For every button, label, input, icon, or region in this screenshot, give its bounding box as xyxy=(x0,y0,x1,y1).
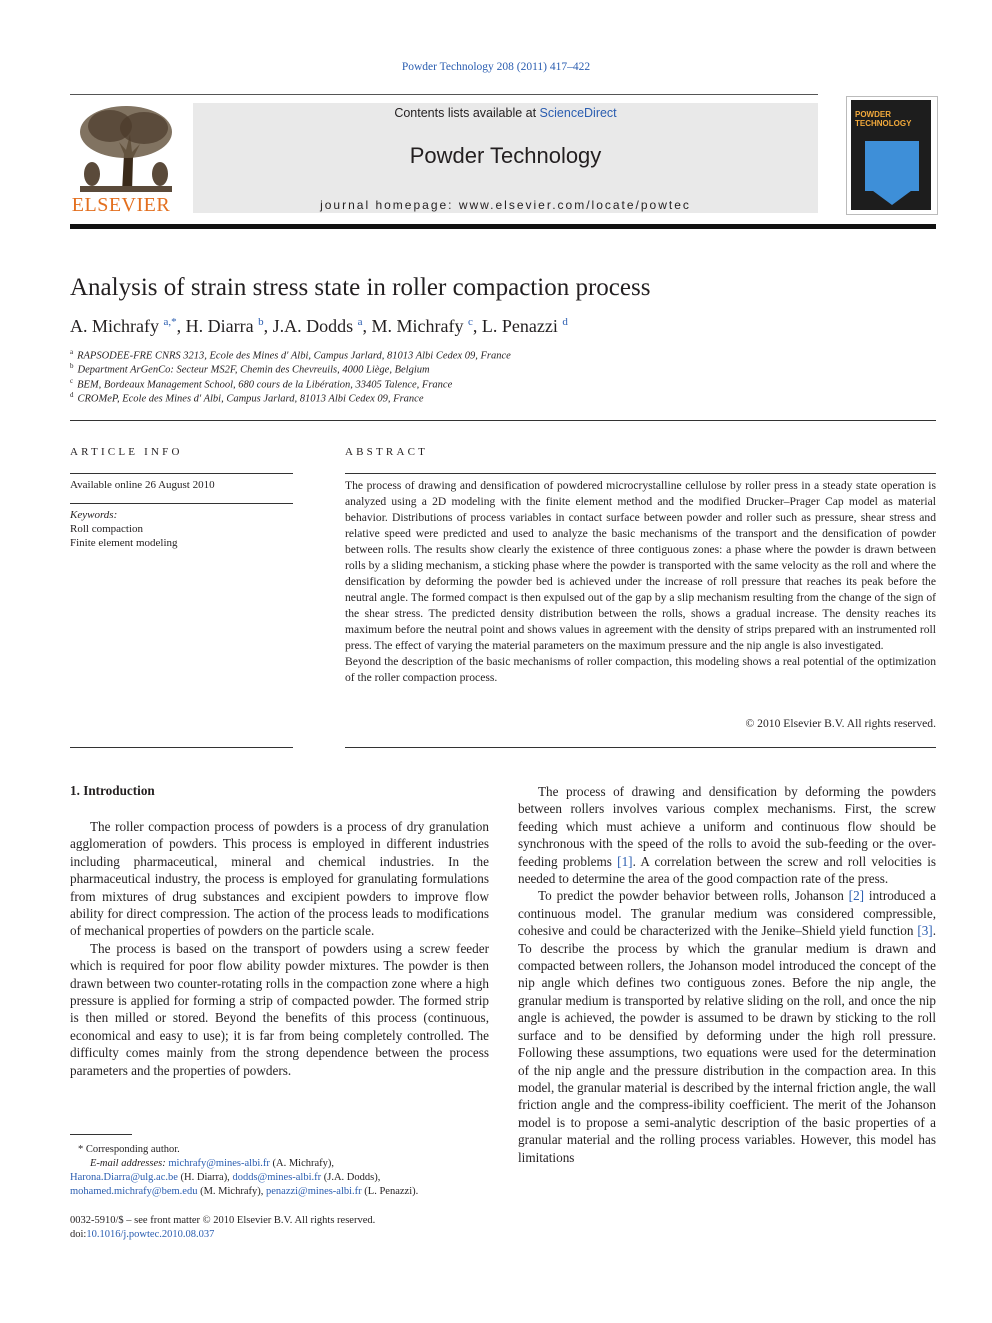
email-line xyxy=(90,1157,334,1171)
header-thick-rule xyxy=(70,224,936,229)
cover-art xyxy=(865,141,919,191)
body-text: The process of drawing and densification by deforming the powders between rollers involves various complex mechanisms. First, the screw feeding which must achieve a uniform and continuous flow should be synchronous with the speed of the rolls to avoid the sub-feeding or the over-feeding problems xyxy=(518,784,936,869)
affiliation-text: CROMeP, Ecole des Mines d' Albi, Campus Jarlard, 81013 Albi Cedex 09, France xyxy=(77,393,424,405)
author-affiliation-mark[interactable]: a,* xyxy=(163,316,177,328)
abstract-paragraph: Beyond the description of the basic mechanisms of roller compaction, this modeling shows a real potential of the optimization of the roller compaction process. xyxy=(345,655,936,684)
cover-title: POWDER TECHNOLOGY xyxy=(855,110,912,128)
article-info-heading: ARTICLE INFO xyxy=(70,446,183,458)
reference-link[interactable]: [1] xyxy=(617,853,633,869)
body-paragraph: The roller compaction process of powders is a process of dry granulation agglomeration of powders. This process is employed in different industries including pharmaceutical, mineral and chemical industries. In the pharmaceutical industry, the process is employed for granulating formulations from mixtures of drug substances and excipient powders to improve flow ability for direct compression. The action of the process leads to modifications of mechanical properties of powders on the particle scale. xyxy=(70,819,489,939)
body-paragraph: The process is based on the transport of powders using a screw feeder which is required for poor flow ability powder mixtures. The powder is then drawn between two counter-rotating rolls in the compaction zone where a high pressure is applied for forming a strip of compacted powder. The formed strip is then milled or stored. Beyond the benefits of this process (continuous, economical and easy to use); it is far from being completely controlled. The difficulty comes mainly from the strong dependence between the process parameters and the properties of powders. xyxy=(70,940,489,1078)
affiliation-mark: d xyxy=(70,391,74,399)
journal-cover xyxy=(846,96,938,215)
author-affiliation-mark[interactable]: c xyxy=(467,316,473,328)
sciencedirect-link[interactable]: ScienceDirect xyxy=(539,106,617,120)
abstract-rule xyxy=(345,473,936,474)
keyword-item: Roll compaction xyxy=(70,523,144,535)
article-title: Analysis of strain stress state in roller compaction process xyxy=(70,274,651,301)
email-link[interactable]: michrafy@mines-albi.fr xyxy=(168,1158,270,1169)
author-name: A. Michrafy xyxy=(70,316,159,336)
journal-title: Powder Technology xyxy=(409,143,602,168)
email-line xyxy=(70,1171,380,1185)
email-owner: (J.A. Dodds), xyxy=(323,1172,381,1183)
affiliation-text: BEM, Bordeaux Management School, 680 cours de la Libération, 33405 Talence, France xyxy=(77,379,453,391)
footnote-rule xyxy=(70,1134,132,1135)
email-owner: (L. Penazzi). xyxy=(364,1186,419,1197)
author-name: L. Penazzi xyxy=(481,316,558,336)
author-list: A. Michrafy $^{a,*}$, H. Diarra $^b$, J.A. Dodds $^a$, M. Michrafy $^c$, L. Penazzi $^d$ xyxy=(70,316,568,336)
abstract-heading: ABSTRACT xyxy=(345,446,429,458)
contents-line xyxy=(193,106,818,120)
abstract-rule xyxy=(345,747,936,748)
author-name: H. Diarra xyxy=(185,316,254,336)
section-rule xyxy=(70,420,936,421)
keyword-item: Finite element modeling xyxy=(70,537,178,549)
header-rule xyxy=(70,94,818,95)
contents-prefix: Contents lists available at xyxy=(394,106,540,120)
keywords-label: Keywords: xyxy=(70,509,118,521)
doi-line xyxy=(70,1228,214,1242)
affiliation-text: RAPSODEE-FRE CNRS 3213, Ecole des Mines d' Albi, Campus Jarlard, 81013 Albi Cedex 09, France xyxy=(77,350,511,362)
author-affiliation-mark[interactable]: b xyxy=(258,316,264,328)
journal-banner xyxy=(193,103,818,213)
available-online: Available online 26 August 2010 xyxy=(70,479,215,491)
affiliation-c xyxy=(70,377,452,391)
body-paragraph xyxy=(518,887,936,1166)
affiliation-a xyxy=(70,348,511,362)
corresponding-author-note: * Corresponding author. xyxy=(78,1144,180,1155)
author-name: J.A. Dodds xyxy=(272,316,354,336)
email-owner: (A. Michrafy), xyxy=(272,1158,335,1169)
tree-icon xyxy=(70,104,180,194)
affiliation-b xyxy=(70,362,430,376)
info-rule xyxy=(70,503,293,504)
email-link[interactable]: dodds@mines-albi.fr xyxy=(232,1172,322,1183)
journal-citation[interactable]: Powder Technology 208 (2011) 417–422 xyxy=(401,61,591,73)
body-text: . To describe the process by which the granular medium is drawn and compacted between rollers, the Johanson model introduced the concept of the nip angle which defines two contiguous zones. Before the nip angle, the granular medium is transported by relative sliding on the roll, and once the nip angle is achieved, the powder is assumed to be drawn by sticking to the roll surface and to be densified by deforming under the high roll pressure. Following these assumptions, two equations were used for the determination of the nip angle and the pressure distribution in the compaction area. In this model, the granular material is described by the internal friction angle, the wall friction angle and the compress-ibility coefficient. The merit of the Johanson model is to propose a semi-analytic description of the basic properties of a granular material and the rolling process variables. However, this model has limitations xyxy=(518,923,936,1165)
author-affiliation-mark[interactable]: a xyxy=(357,316,363,328)
body-text: . A correlation between the screw and roll velocities is needed to determine the area of the good compaction rate of the press. xyxy=(518,853,936,887)
section-heading: 1. Introduction xyxy=(70,783,155,798)
affiliation-mark: a xyxy=(70,348,74,356)
email-owner: (H. Diarra), xyxy=(180,1172,230,1183)
affiliation-d xyxy=(70,391,423,405)
abstract-paragraph: The process of drawing and densification of powdered microcrystalline cellulose by roller press in a steady state operation is analyzed using a 2D modeling with the finite element method and the modified Drucker–Prager Cap model as material behavior. Distributions of process variables in contact surface between powder and roller such as pressure, shear stress and relative speed were predicted and used to analyze the basic mechanisms of the transport and the densification of powder between rolls. The results show clearly the existence of three contiguous zones: a phase where the powder is drawn between rolls by a sliding mechanism, a sticking phase where the powder is transported with the same velocity as the roll and where the densification by deforming the powder bed is achieved under the increase of roll pressure that reaches its peak before the neutral angle. The formed compact is then expulsed out of the gap by a slip mechanism resulting from the change of the sign of the shear stress. The predicted density distribution between the rolls, shows a gradual increase. The density reaches its maximum before the neutral point and shows values in agreement with the density of strips prepared with an instrumented roll press. The effect of varying the material parameters on the maximum pressure and the nip angle is also investigated. xyxy=(345,479,936,652)
email-link[interactable]: mohamed.michrafy@bem.edu xyxy=(70,1186,198,1197)
affiliation-mark: b xyxy=(70,362,74,370)
doi-link[interactable]: 10.1016/j.powtec.2010.08.037 xyxy=(86,1229,215,1240)
affiliation-mark: c xyxy=(70,377,74,385)
info-rule xyxy=(70,473,293,474)
body-text: To predict the powder behavior between rolls, Johanson xyxy=(538,888,849,904)
author-affiliation-mark[interactable]: d xyxy=(562,316,568,328)
reference-link[interactable]: [2] xyxy=(848,888,865,904)
abstract-body xyxy=(345,478,936,686)
reference-link[interactable]: [3] xyxy=(917,923,933,939)
journal-homepage[interactable]: journal homepage: www.elsevier.com/locate/powtec xyxy=(320,198,691,212)
left-column xyxy=(70,818,489,1079)
issn-line: 0032-5910/$ – see front matter © 2010 Elsevier B.V. All rights reserved. xyxy=(70,1215,376,1226)
body-paragraph xyxy=(518,783,936,887)
email-link[interactable]: penazzi@mines-albi.fr xyxy=(266,1186,362,1197)
email-line xyxy=(70,1185,418,1199)
email-owner: (M. Michrafy), xyxy=(200,1186,264,1197)
email-label: E-mail addresses: xyxy=(90,1158,166,1169)
affiliation-text: Department ArGenCo: Secteur MS2F, Chemin des Chevreuils, 4000 Liège, Belgium xyxy=(77,364,430,376)
cover-arrow-icon xyxy=(865,185,919,209)
author-name: M. Michrafy xyxy=(371,316,464,336)
body-text: introduced a continuous model. The granular medium was considered compressible, cohesive and could be characterized with the Jenike–Shield yield function xyxy=(518,888,937,939)
info-rule xyxy=(70,747,293,748)
email-link[interactable]: Harona.Diarra@ulg.ac.be xyxy=(70,1172,178,1183)
right-column xyxy=(518,783,936,1166)
abstract-copyright: © 2010 Elsevier B.V. All rights reserved. xyxy=(745,717,936,730)
doi-label: doi: xyxy=(70,1229,87,1240)
elsevier-wordmark: ELSEVIER xyxy=(71,194,171,216)
